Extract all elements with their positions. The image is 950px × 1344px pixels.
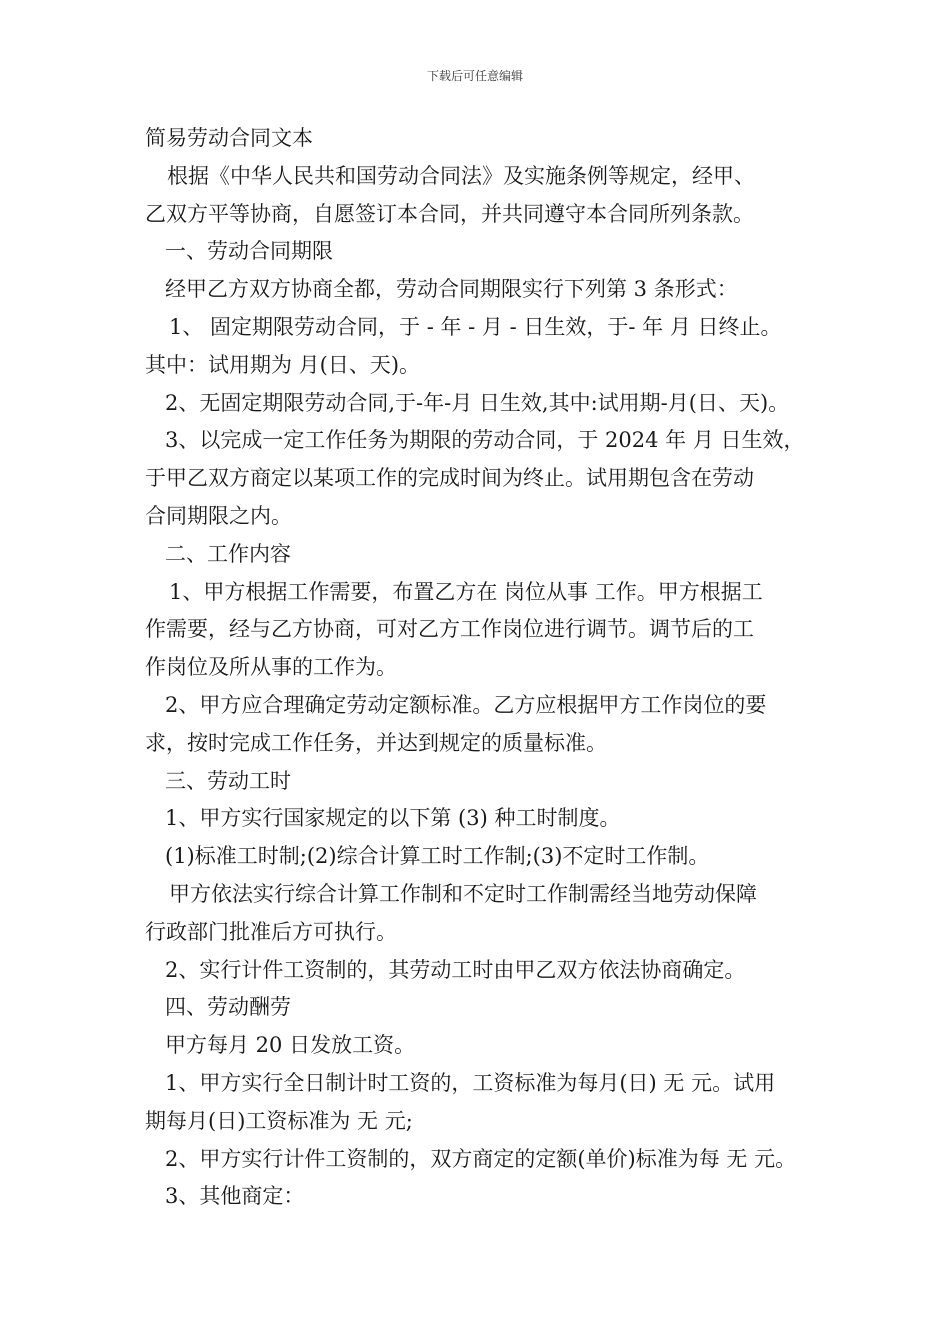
section-heading: 一、劳动合同期限	[165, 239, 333, 264]
section-heading: 四、劳动酬劳	[165, 995, 291, 1020]
paragraph-line: 经甲乙方双方协商全都，劳动合同期限实行下列第 3 条形式：	[165, 277, 738, 302]
paragraph-line: (1)标准工时制;(2)综合计算工时工作制;(3)不定时工作制。	[165, 844, 710, 869]
paragraph-line: 乙双方平等协商，自愿签订本合同，并共同遵守本合同所列条款。	[145, 201, 754, 226]
paragraph-line: 2、实行计件工资制的，其劳动工时由甲乙双方依法协商确定。	[165, 957, 746, 982]
document-body	[145, 120, 825, 1216]
paragraph-line: 1、甲方实行国家规定的以下第 (3) 种工时制度。	[165, 806, 621, 831]
paragraph-line: 2、甲方实行计件工资制的，双方商定的定额(单价)标准为每 无 元。	[165, 1146, 797, 1171]
paragraph-line: 作需要，经与乙方协商，可对乙方工作岗位进行调节。调节后的工	[145, 617, 754, 642]
paragraph-line: 1、甲方根据工作需要，布置乙方在 岗位从事 工作。甲方根据工	[169, 579, 763, 604]
paragraph-line: 甲方每月 20 日发放工资。	[165, 1033, 416, 1058]
paragraph-line: 3、其他商定：	[165, 1184, 305, 1209]
document-title: 简易劳动合同文本	[145, 126, 313, 150]
section-heading: 二、工作内容	[165, 541, 291, 566]
paragraph-line: 1、 固定期限劳动合同，于 - 年 - 月 - 日生效，于- 年 月 日终止。	[169, 314, 782, 339]
section-heading: 三、劳动工时	[165, 768, 291, 793]
paragraph-line: 其中：试用期为 月(日、天)。	[145, 352, 421, 377]
header-note: 下载后可任意编辑	[426, 69, 523, 83]
paragraph-line: 3、以完成一定工作任务为期限的劳动合同，于 2024 年 月 日生效，	[165, 428, 805, 453]
paragraph-line: 1、甲方实行全日制计时工资的，工资标准为每月(日) 无 元。试用	[165, 1070, 776, 1095]
paragraph-line: 甲方依法实行综合计算工作制和不定时工作制需经当地劳动保障	[169, 881, 757, 906]
paragraph-line: 合同期限之内。	[145, 503, 292, 528]
paragraph-line: 根据《中华人民共和国劳动合同法》及实施条例等规定，经甲、	[167, 163, 755, 188]
paragraph-line: 行政部门批准后方可执行。	[145, 919, 397, 944]
paragraph-line: 2、无固定期限劳动合同,于-年-月 日生效,其中:试用期-月(日、天)。	[165, 390, 790, 415]
paragraph-line: 于甲乙双方商定以某项工作的完成时间为终止。试用期包含在劳动	[145, 466, 754, 491]
paragraph-line: 作岗位及所从事的工作为。	[145, 655, 397, 680]
paragraph-line: 2、甲方应合理确定劳动定额标准。乙方应根据甲方工作岗位的要	[165, 692, 767, 717]
paragraph-line: 期每月(日)工资标准为 无 元;	[145, 1108, 413, 1133]
paragraph-line: 求，按时完成工作任务，并达到规定的质量标准。	[145, 730, 607, 755]
